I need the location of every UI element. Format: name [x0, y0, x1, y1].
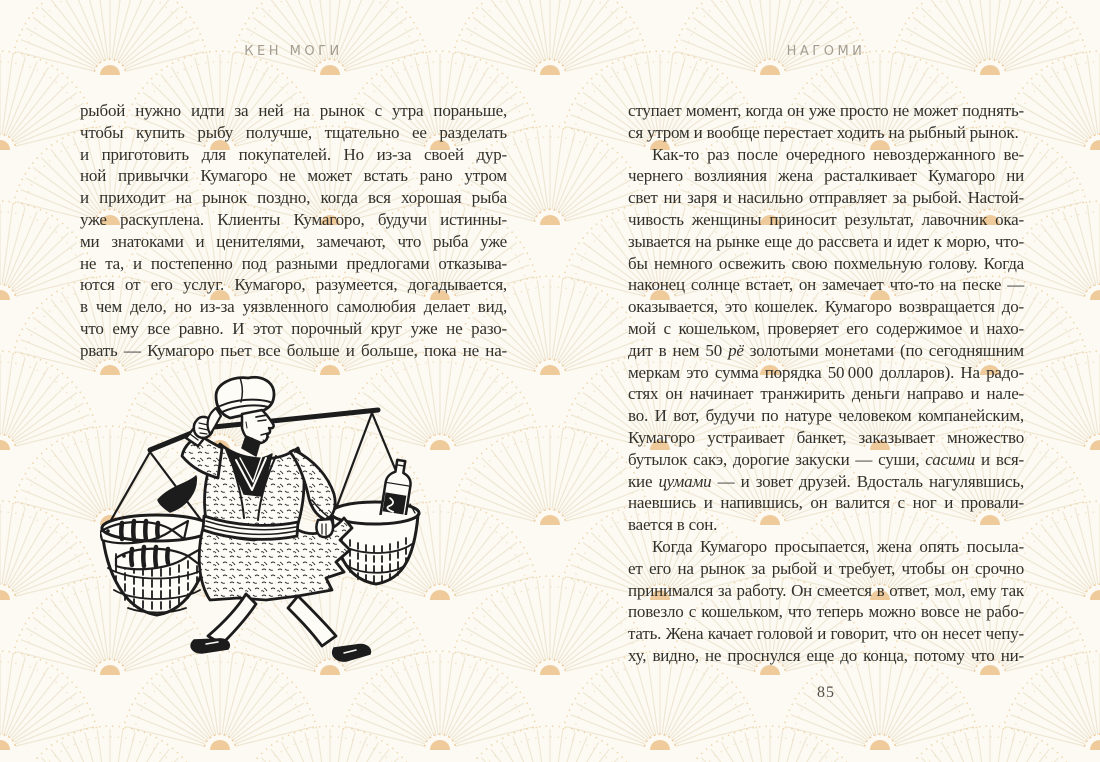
text-line: дит в нем 50 рё золотыми монетами (по сегодняшним	[628, 340, 1024, 360]
text-line: чернего возлияния жена расталкивает Кумагоро ни	[628, 166, 1024, 186]
text-line: во. И вот, будучи по натуре человеком компанейским,	[628, 406, 1024, 426]
left-leg	[208, 594, 256, 644]
vendor-head	[208, 377, 274, 443]
text-line: и приходит на рынок поздно, когда вся хорошая рыба	[80, 188, 507, 208]
body-text-right	[628, 100, 1024, 667]
text-line: наевшись и напившись, он валится с ног и провали-	[628, 493, 1024, 513]
fish-basket-icon	[100, 476, 212, 615]
text-line: и приготовить для покупателей. Но из-за своей дур-	[80, 144, 507, 164]
body-text-left	[80, 100, 507, 362]
text-line: ступает момент, когда он уже просто не может поднять-	[628, 101, 1024, 120]
sandal-icon	[191, 639, 229, 653]
text-line: ми знатоками и ценителями, замечают, что рыба уже	[80, 231, 507, 251]
text-line: бы немного освежить свою похмельную голову. Когда	[628, 253, 1024, 273]
text-line: что ему все равно. И этот порочный круг уже не разо-	[80, 318, 507, 338]
text-line: уже раскуплена. Клиенты Кумагоро, будучи истинны-	[80, 209, 507, 229]
text-line: не та, и постепенно под разными предлогами отказыва-	[80, 253, 507, 273]
text-line: ет его на рынок за рыбой и требует, чтобы он срочно	[628, 558, 1024, 578]
running-head-author: КЕН МОГИ	[244, 44, 343, 59]
text-line: чивость женщины приносит результат, лавочник ока-	[628, 209, 1024, 229]
text-line: зывается на рынке еще до рассвета и идет к морю, что-	[628, 231, 1024, 251]
text-line: ются от его услуг. Кумагоро, разумеется, догадывается,	[80, 275, 507, 295]
text-line: кие цумами — и зовет друзей. Вдосталь нагулявшись,	[628, 471, 1025, 491]
right-leg	[288, 596, 336, 646]
text-line: вается в сон.	[628, 515, 718, 535]
text-line: ной привычки Кумагоро не может встать рано утром	[80, 166, 507, 186]
text-line: повезло с кошельком, что теперь можно вовсе не рабо-	[628, 602, 1024, 622]
text-line: рвать — Кумагоро пьет все больше и больше, пока не на-	[80, 340, 507, 360]
running-head-title: НАГОМИ	[786, 44, 866, 59]
text-line: рыбой нужно идти за ней на рынок с утра пораньше,	[80, 101, 507, 120]
right-hand	[316, 519, 333, 537]
text-line: принимался за работу. Он смеется в ответ, мол, ему так	[628, 580, 1024, 600]
text-line: меркам это сумма порядка 50 000 долларов). На радо-	[628, 362, 1024, 382]
text-line: мой с кошельком, проверяет его содержимое и нахо-	[628, 318, 1024, 338]
text-line: ся утром и вообще перестает ходить на рыбный рынок.	[628, 122, 1019, 142]
text-line: Как-то раз после очередного невоздержанного ве-	[652, 144, 1024, 164]
page-number: 85	[817, 684, 835, 701]
text-line: стях он начинает транжирить деньги направо и нале-	[628, 384, 1024, 404]
text-line: наконец солнце встает, он замечает что-то на песке —	[628, 275, 1024, 295]
text-line: Кумагоро устраивает банкет, заказывает множество	[628, 427, 1024, 447]
text-line: свет ни заря и насильно отправляет за рыбой. Настой-	[628, 188, 1024, 208]
text-line: бутылок сакэ, дорогие закуски — суши, сасими и вся-	[628, 449, 1024, 469]
fish-vendor-illustration	[100, 372, 510, 690]
text-line: ху, видно, не проснулся еще до конца, потому что ни-	[628, 645, 1024, 665]
sandal-icon	[333, 645, 371, 662]
text-line: чтобы купить рыбу получше, тщательно ее разделать	[80, 122, 507, 142]
text-line: оказывается, это кошелек. Кумагоро возвращается до-	[628, 297, 1024, 317]
text-line: в чем дело, но из-за уязвленного самолюбия делает вид,	[80, 297, 507, 317]
text-line: Когда Кумагоро просыпается, жена опять посыла-	[652, 536, 1024, 556]
text-line: тать. Жена качает головой и говорит, что он несет чепу-	[628, 624, 1024, 644]
